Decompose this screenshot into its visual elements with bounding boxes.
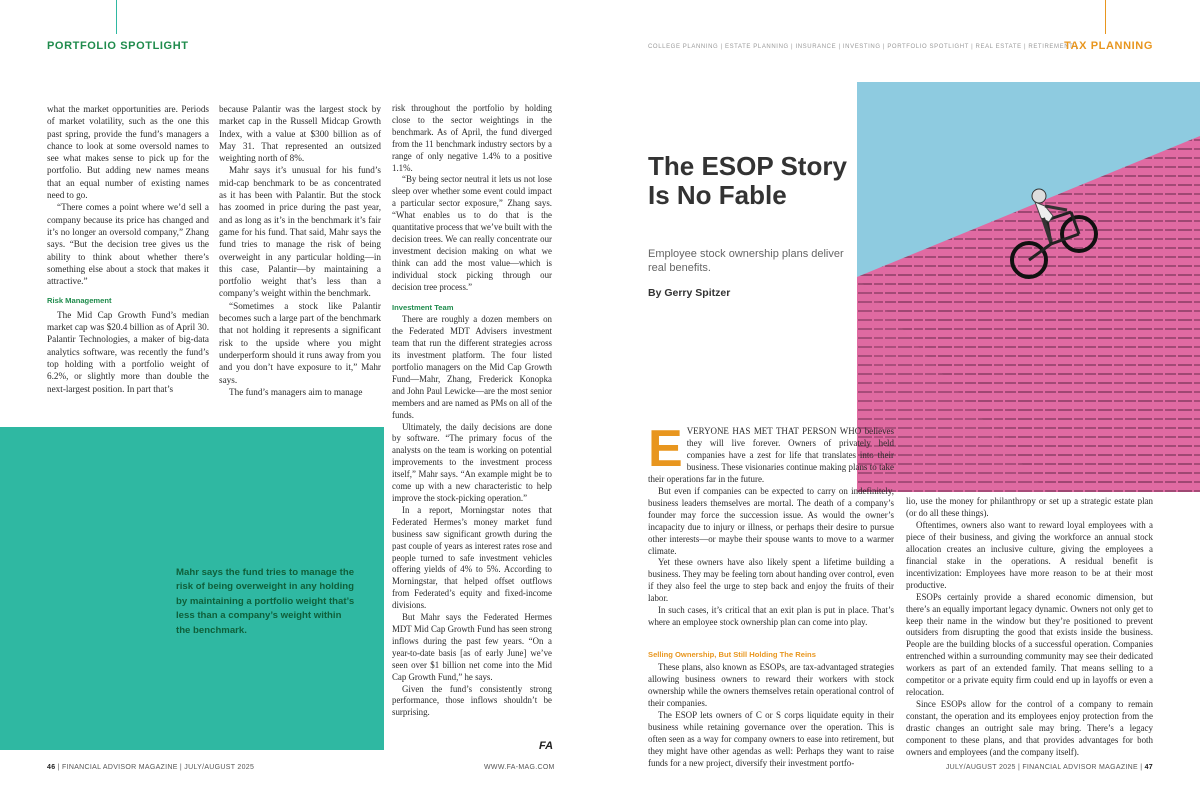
page-number: 47 <box>1144 764 1153 771</box>
paragraph: The ESOP lets owners of C or S corps liquidate equity in their business while retaining governance over the operation. This is often seen as a way for company owners to ease into retirement, but they might have other agendas as well: Perhaps they want to raise funds for a new project, diversify their investment portfo- <box>648 709 894 768</box>
top-rule-left <box>116 0 117 34</box>
drop-cap: E <box>648 420 683 478</box>
lede-small-caps: VERYONE HAS MET THAT PERSON WHO <box>686 426 862 436</box>
subhead-risk-management: Risk Management <box>47 296 112 306</box>
paragraph: “Sometimes a stock like Palantir becomes such a large part of the benchmark that not holding it represents a significant risk to the upside where you might underperform should it runs away from you and you don’t have exposure to it,” Mahr says. <box>219 300 381 385</box>
section-label: PORTFOLIO SPOTLIGHT <box>47 40 189 52</box>
lede-text: believes they will live forever. Owners of privately held companies have a zest for life that translates into their business. These visionaries continue making plans to take their operations far in the future. <box>648 426 894 484</box>
footer-url[interactable]: WWW.FA-MAG.COM <box>484 764 555 771</box>
pullquote-text: Mahr says the fund tries to manage the risk of being overweight in any holding by maintaining a portfolio weight that’s less than a company’s weight within the benchmark. <box>176 567 355 636</box>
paragraph: Since ESOPs allow for the control of a company to remain constant, the operation and its employees enjoy protection from the drastic changes an outright sale may bring. There’s a legacy component to these plans, and that provides advantages for both owners and employees (and the company itself). <box>906 699 1153 758</box>
subhead-investment-team: Investment Team <box>392 302 454 312</box>
left-column-3 <box>392 103 552 719</box>
paragraph: lio, use the money for philanthropy or set up a strategic estate plan (or do all these things). <box>906 496 1153 518</box>
paragraph: The fund’s managers aim to manage <box>229 386 363 397</box>
section-nav-active[interactable]: TAX PLANNING <box>1064 40 1153 52</box>
lede-paragraph <box>648 420 894 486</box>
paragraph: Oftentimes, owners also want to reward loyal employees with a piece of their business, and giving the workforce an annual stock allocation creates an inclusive culture, giving the employees a financial stake in the operations. A residual benefit is incentivization: Employees have more reason to be at their most productive. <box>906 519 1153 590</box>
byline: By Gerry Spitzer <box>648 287 731 299</box>
top-rule-right <box>1105 0 1106 34</box>
paragraph: “By being sector neutral it lets us not lose sleep over whether some event could impact a particular sector exposure,” Zhang says. “What enables us to do that is the quantitative process that we’ve built with the decision trees. We can really concentrate our investment decision making on what we think can add the most value—which is individual stock picking through our decision tree process.” <box>392 174 552 292</box>
paragraph: risk throughout the portfolio by holding close to the sector weightings in the benchmark. As of April, the fund diverged from the 11 benchmark industry sectors by a range of only negative 1.4% to a positive 1.1%. <box>392 103 552 173</box>
paragraph: These plans, also known as ESOPs, are tax-advantaged strategies allowing business owners to reward their workers with stock ownership while the owners themselves retain operational control of their companies. <box>648 662 894 709</box>
paragraph: There are roughly a dozen members on the Federated MDT Advisers investment team that run the different strategies across its investment platform. The four listed portfolio managers on the Mid Cap Growth Fund—Mahr, Zhang, Frederick Konopka and John Paul Lewicke—are the most senior members and are named as PMs on all of the funds. <box>392 314 552 420</box>
paragraph: In such cases, it’s critical that an exit plan is put in place. That’s where an employee stock ownership plan can come into play. <box>648 605 894 628</box>
end-mark-logo: FA <box>539 740 554 752</box>
paragraph: But even if companies can be expected to carry on indefinitely, business leaders themselves are mortal. The death of a company’s founder may force the succession issue. As would the owner’s incapacity due to injury or illness, or perhaps their desire to pursue other interests—or maybe their spouse wants to move to a warmer climate. <box>648 485 894 556</box>
paragraph: But Mahr says the Federated Hermes MDT Mid Cap Growth Fund has seen strong inflows during the past few years. “On a year-to-date basis [as of early June] we’ve seen over $1 billion net come into the Mid Cap Growth Fund,” he says. <box>392 612 552 682</box>
paragraph: ESOPs certainly provide a shared economic dimension, but there’s an equally important legacy dynamic. Owners not only get to keep their name in the window but they’re positioned to prevent outsiders from disrupting the good that exists inside the business. People are the building blocks of a successful operation. Companies entrenched within a surrounding community may see their dedicated workers as part of an extended family. That means selling to a competitor or a private equity firm could end up in layoffs or even a relocation. <box>906 591 1153 698</box>
section-nav[interactable]: COLLEGE PLANNING | ESTATE PLANNING | INSURANCE | INVESTING | PORTFOLIO SPOTLIGHT | REAL ESTATE | RETIREMENT | <box>648 44 1078 50</box>
footer-right <box>946 764 1153 771</box>
paragraph: because Palantir was the largest stock by market cap in the Russell Midcap Growth Index, with a value at $300 billion as of May 31. That represented an outsized weighting north of 8%. <box>219 104 381 164</box>
article-title: The ESOP Story Is No Fable <box>648 151 847 210</box>
right-column-1 <box>648 420 894 770</box>
paragraph: Given the fund’s consistently strong performance, those inflows shouldn’t be surprising. <box>392 683 552 718</box>
left-column-2 <box>219 103 381 398</box>
right-page <box>600 0 1200 803</box>
article-dek: Employee stock ownership plans deliver real benefits. <box>648 248 844 274</box>
paragraph: Ultimately, the daily decisions are done by software. “The primary focus of the analysts on the team is working on potential improvements to the investment process itself,” Mahr says. “An example might be to come up with a new characteristic to help improve the stock-picking operation.” <box>392 421 552 503</box>
page-number: 46 <box>47 764 56 771</box>
footer-left: 46 | FINANCIAL ADVISOR MAGAZINE | JULY/AUGUST 2025 <box>47 764 255 771</box>
footer-magazine: JULY/AUGUST 2025 | FINANCIAL ADVISOR MAGAZINE | <box>945 764 1143 771</box>
footer-magazine: FINANCIAL ADVISOR MAGAZINE | JULY/AUGUST 2025 <box>62 764 255 771</box>
subhead-selling-ownership: Selling Ownership, But Still Holding The Reins <box>648 650 816 660</box>
cyclist-illustration <box>857 82 1200 492</box>
paragraph: In a report, Morningstar notes that Federated Hermes’s money market fund business saw significant growth during the past couple of years as interest rates rose and people turned to safe investment vehicles offering yields of 4% to 5%. According to Morningstar, that helped offset outflows from Federated’s equity and fixed-income divisions. <box>392 504 552 611</box>
paragraph: Yet these owners have also likely spent a lifetime building a business. They may be feeling torn about handing over control, even if they also feel the urge to step back and enjoy the fruits of their labor. <box>648 557 894 604</box>
left-column-1 <box>47 103 209 395</box>
paragraph: The Mid Cap Growth Fund’s median market cap was $20.4 billion as of April 30. Palantir Technologies, a maker of big-data analytics software, was recently the fund’s top holding with a portfolio weight of 6.2%, or slightly more than double the next-largest position. In part that’s <box>47 309 209 394</box>
paragraph: “There comes a point where we’d sell a company because its price has changed and it’s no longer an oversold company,” Zhang says. “But the decision tree gives us the ability to think about whether there’s something else about a stock that makes it attractive.” <box>47 202 209 287</box>
paragraph: Mahr says it’s unusual for his fund’s mid-cap benchmark to be as concentrated as it has been with Palantir. But the stock has zoomed in price during the past year, and as long as it’s in the benchmark it’s fair game for his fund. That said, Mahr says the fund tries to manage the risk of being overweight in any particular holding—in this case, Palantir—by maintaining a portfolio weight that’s less than a company’s weight within the benchmark. <box>219 165 381 299</box>
paragraph: what the market opportunities are. Periods of market volatility, such as the one this past spring, provide the fund’s managers a chance to look at some oversold names to see what makes sense to pick up for the portfolio. But adding new names means that an equal number of existing names need to go. <box>47 104 209 201</box>
right-column-2 <box>906 496 1153 759</box>
